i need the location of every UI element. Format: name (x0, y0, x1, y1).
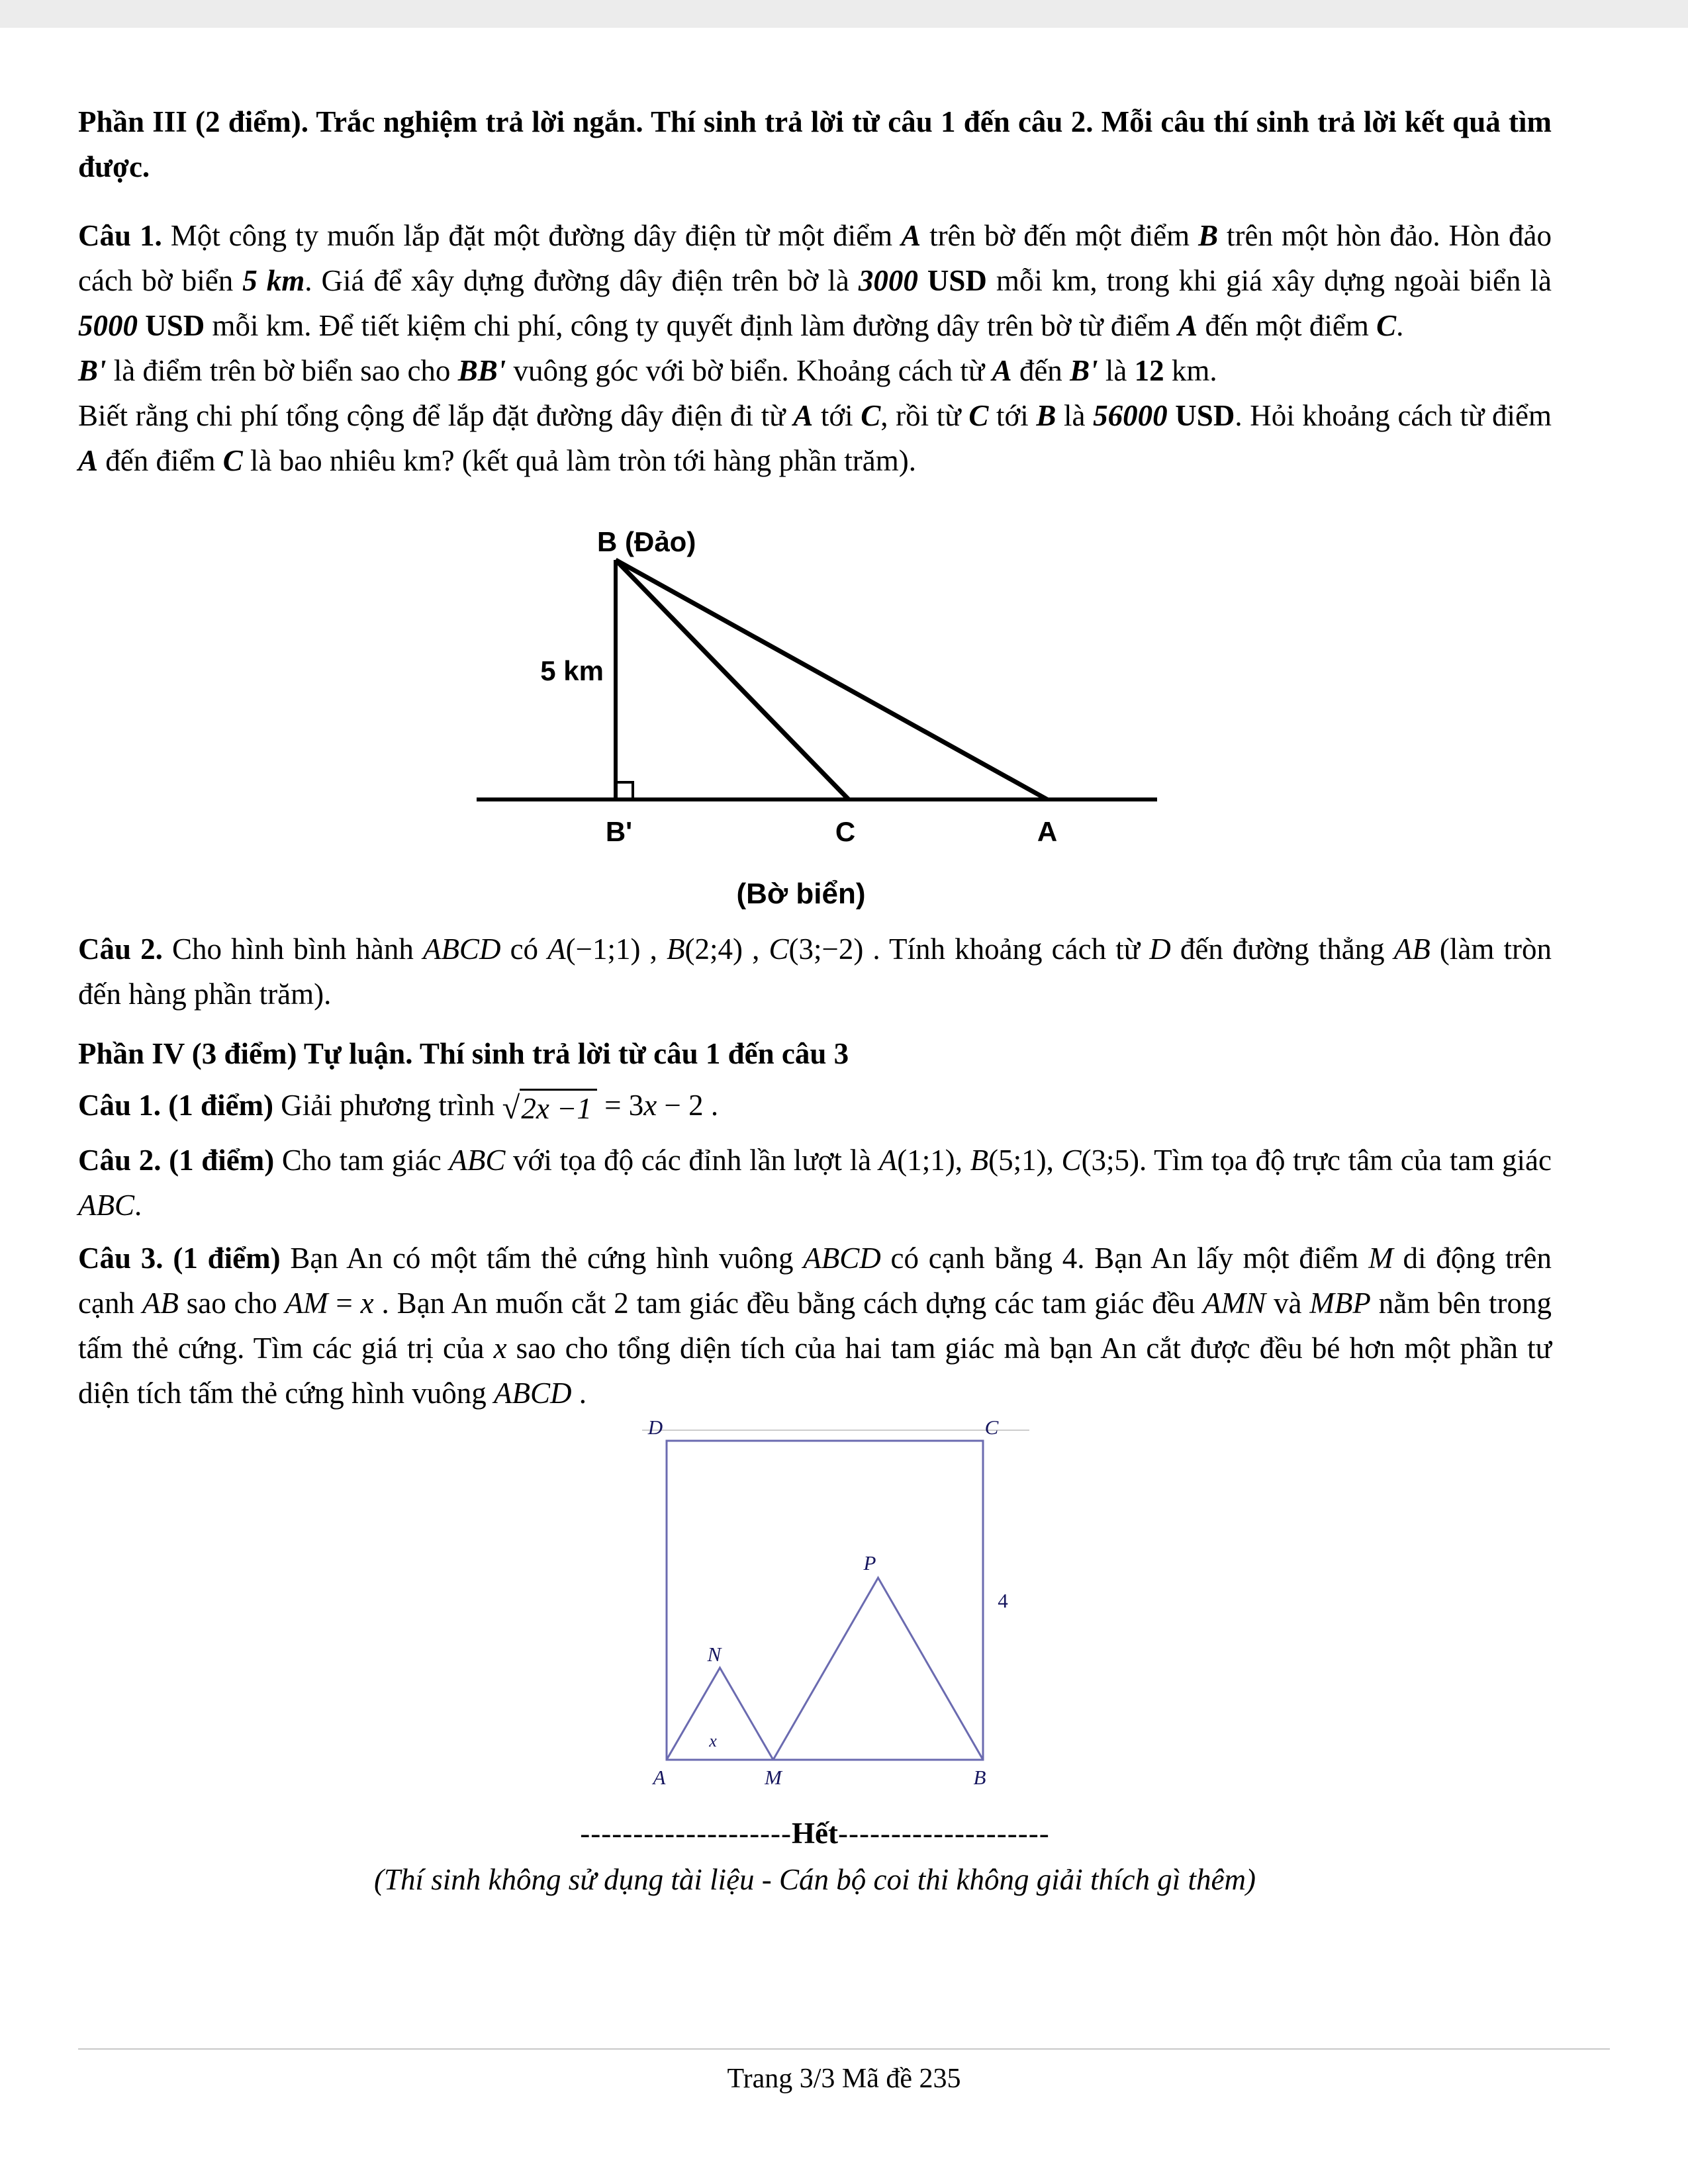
square-diagram (622, 1416, 1046, 1809)
square-outline (667, 1441, 983, 1760)
square-c-label: C (984, 1416, 999, 1439)
part4-question1-text: Câu 1. (1 điểm) Giải phương trình √2x −1 = 3x − 2 . (78, 1089, 719, 1126)
triangle-mbp (773, 1578, 983, 1760)
distance-5km-label: 5 km (540, 655, 604, 686)
right-angle-mark (616, 782, 633, 799)
cable-line-bc (616, 560, 849, 799)
page-footer-text: Trang 3/3 Mã đề 235 (727, 2064, 961, 2094)
end-dashes-left: -------------------- (580, 1817, 792, 1850)
m-point-label: M (765, 1766, 782, 1789)
shore-caption: (Bờ biển) (736, 878, 866, 910)
end-separator (78, 1811, 1552, 1856)
n-apex-label: N (707, 1643, 722, 1666)
side-length-label: 4 (998, 1589, 1008, 1612)
page-content (78, 99, 1552, 1902)
island-label: B (Đảo) (597, 526, 696, 557)
page-top-edge (0, 0, 1688, 28)
part4-heading: Phần IV (3 điểm) Tự luận. Thí sinh trả lời từ câu 1 đến câu 3 (78, 1037, 849, 1070)
end-label: Hết (792, 1817, 838, 1850)
part3-question1-text: Câu 1. Một công ty muốn lắp đặt một đường dây điện từ một điểm A trên bờ đến một điểm B trên một hòn đảo. Hòn đảo cách bờ biển 5 km. Giá để xây dựng đường dây điện trên bờ là 3000 USD mỗi km, trong khi giá xây dựng ngoài biển là 5000 USD mỗi km. Để tiết kiệm chi phí, công ty quyết định làm đường dây trên bờ từ điểm A đến một điểm C. (78, 219, 1552, 342)
p-apex-label: P (863, 1551, 876, 1574)
cable-line-ba (616, 560, 1047, 799)
page-footer (78, 2048, 1610, 2099)
part4-question2-text: Câu 2. (1 điểm) Cho tam giác ABC với tọa độ các đỉnh lần lượt là A(1;1), B(5;1), C(3;5). Tìm tọa độ trực tâm của tam giác ABC. (78, 1144, 1552, 1222)
a-point-label: A (1037, 816, 1058, 847)
square-b-label: B (973, 1766, 986, 1789)
part3-question1-cost-text: Biết rằng chi phí tổng cộng để lắp đặt đường dây điện đi từ A tới C, rồi từ C tới B là 56000 USD. Hỏi khoảng cách từ điểm A đến điểm C là bao nhiêu km? (kết quả làm tròn tới hàng phần trăm). (78, 399, 1552, 477)
part4-question3-text: Câu 3. (1 điểm) Bạn An có một tấm thẻ cứng hình vuông ABCD có cạnh bằng 4. Bạn An lấy một điểm M di động trên cạnh AB sao cho AM = x . Bạn An muốn cắt 2 tam giác đều bằng cách dựng các tam giác đều AMN và MBP nằm bên trong tấm thẻ cứng. Tìm các giá trị của x sao cho tổng diện tích của hai tam giác mà bạn An cắt được đều bé hơn một phần tư diện tích tấm thẻ cứng hình vuông ABCD . (78, 1242, 1552, 1410)
shore-diagram (417, 520, 1178, 927)
square-d-label: D (647, 1416, 663, 1439)
part3-heading: Phần III (2 điểm). Trắc nghiệm trả lời ngắn. Thí sinh trả lời từ câu 1 đến câu 2. Mỗi câu thí sinh trả lời kết quả tìm được. (78, 105, 1552, 183)
c-point-label: C (835, 816, 856, 847)
bprime-point-label: B' (605, 816, 633, 847)
end-dashes-right: -------------------- (837, 1817, 1050, 1850)
square-a-label: A (653, 1766, 666, 1789)
exam-note: (Thí sinh không sử dụng tài liệu - Cán bộ coi thi không giải thích gì thêm) (374, 1863, 1256, 1896)
part3-question1-bprime-text: B' là điểm trên bờ biển sao cho BB' vuông góc với bờ biển. Khoảng cách từ A đến B' là 12 km. (78, 354, 1217, 387)
footer-rule (78, 2048, 1610, 2050)
x-segment-label: x (709, 1731, 717, 1751)
part3-question2-text: Câu 2. Cho hình bình hành ABCD có A(−1;1) , B(2;4) , C(3;−2) . Tính khoảng cách từ D đến đường thẳng AB (làm tròn đến hàng phần trăm). (78, 933, 1552, 1011)
triangle-amn (667, 1668, 773, 1760)
